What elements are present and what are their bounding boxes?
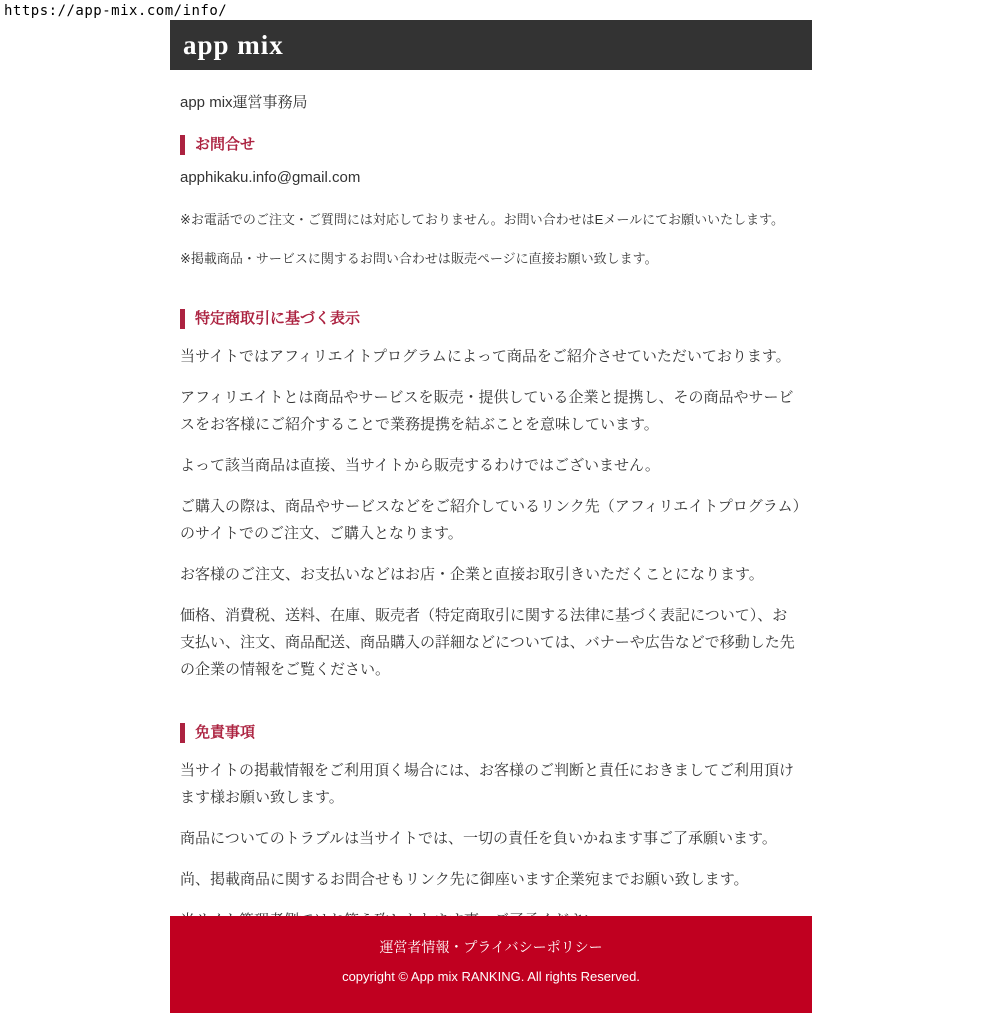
tokushoho-paragraph: ご購入の際は、商品やサービスなどをご紹介しているリンク先（アフィリエイトプログラム）のサイトでのご注文、ご購入となります。	[180, 498, 801, 542]
disclaimer-heading: 免責事項	[180, 723, 802, 743]
main-content	[170, 70, 812, 934]
contact-heading: お問合せ	[180, 135, 802, 155]
disclaimer-paragraph: 当サイトの掲載情報をご利用頂く場合には、お客様のご判断と責任におきましてご利用頂けます様お願い致します。	[180, 762, 794, 806]
section-disclaimer	[180, 723, 802, 934]
operator-privacy-policy-link[interactable]: 運営者情報・プライバシーポリシー	[379, 939, 603, 955]
tokushoho-paragraph: よって該当商品は直接、当サイトから販売するわけではございません。	[180, 457, 660, 474]
tokushoho-paragraph: 価格、消費税、送料、在庫、販売者（特定商取引に関する法律に基づく表記について）、お支払い、注文、商品配送、商品購入の詳細などについては、バナーや広告などで移動した先の企業の情報をご覧ください。	[180, 607, 795, 678]
site-header	[170, 20, 812, 70]
tokushoho-paragraph: お客様のご注文、お支払いなどはお店・企業と直接お取引きいただくことになります。	[180, 566, 764, 583]
tokushoho-heading: 特定商取引に基づく表示	[180, 309, 802, 329]
page-url-text: https://app-mix.com/info/	[4, 3, 228, 19]
site-logo[interactable]: app mix	[183, 29, 284, 60]
page-column	[170, 20, 812, 948]
contact-note: ※掲載商品・サービスに関するお問い合わせは販売ページに直接お願い致します。	[180, 251, 658, 266]
site-footer	[170, 916, 812, 1013]
disclaimer-paragraph: 商品についてのトラブルは当サイトでは、一切の責任を負いかねます事ご了承願います。	[180, 830, 777, 847]
section-contact	[180, 135, 802, 269]
section-tokushoho	[180, 309, 802, 683]
tokushoho-paragraph: 当サイトではアフィリエイトプログラムによって商品をご紹介させていただいております。	[180, 348, 791, 365]
contact-email: apphikaku.info@gmail.com	[180, 169, 361, 186]
copyright-text: copyright © App mix RANKING. All rights Reserved.	[342, 969, 640, 984]
site-operator-line: app mix運営事務局	[180, 94, 308, 111]
tokushoho-paragraph: アフィリエイトとは商品やサービスを販売・提供している企業と提携し、その商品やサービスをお客様にご紹介することで業務提携を結ぶことを意味しています。	[180, 389, 794, 433]
disclaimer-paragraph: 尚、掲載商品に関するお問合せもリンク先に御座います企業宛までお願い致します。	[180, 871, 749, 888]
contact-note: ※お電話でのご注文・ご質問には対応しておりません。お問い合わせはEメールにてお願いいたします。	[180, 212, 785, 227]
